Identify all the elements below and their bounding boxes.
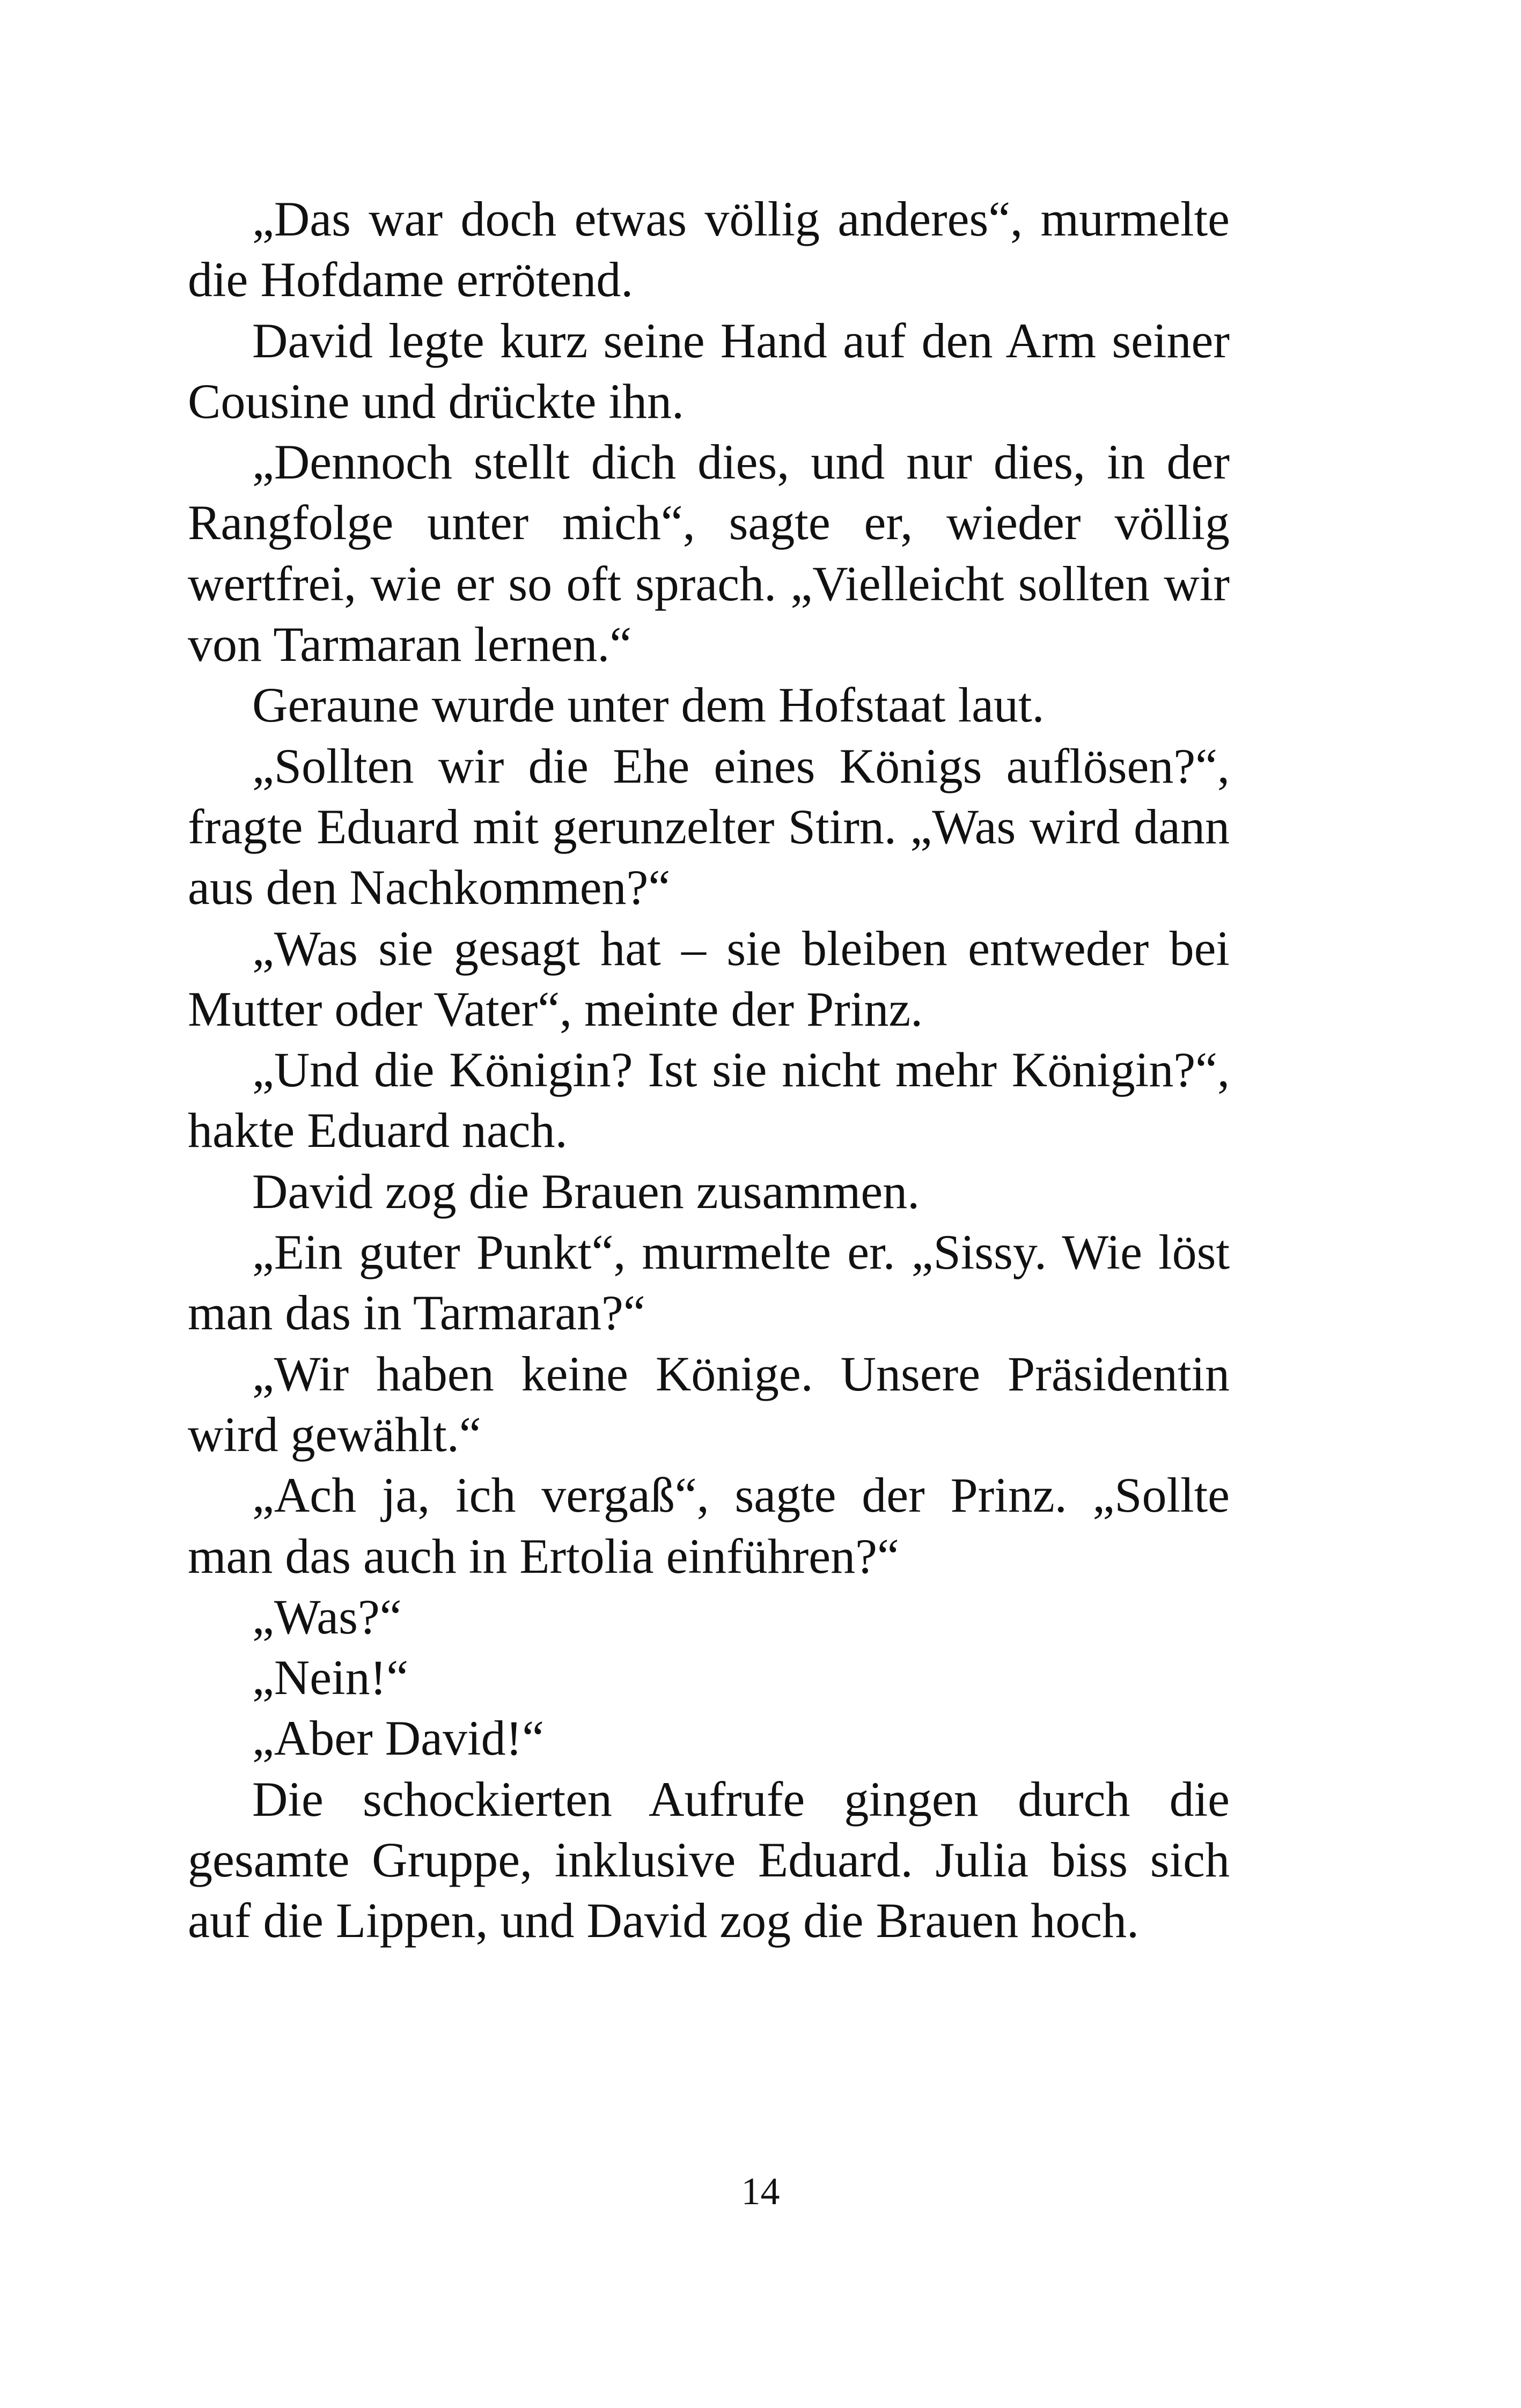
paragraph: David zog die Brauen zusammen.	[252, 1164, 920, 1219]
paragraph: „Was?“	[252, 1589, 402, 1644]
paragraph: Die schockierten Aufrufe gingen durch die gesamte Gruppe, inklusive Eduard. Julia biss sich auf die Lippen, und David zog die Brauen hoch.	[188, 1771, 1230, 1948]
paragraph: „Dennoch stellt dich dies, und nur dies, in der Rangfolge unter mich“, sagte er, wieder völlig wertfrei, wie er so oft sprach. „Vielleicht sollten wir von Tarmaran lernen.“	[188, 435, 1230, 672]
paragraph: „Nein!“	[252, 1650, 409, 1705]
paragraph: Geraune wurde unter dem Hofstaat laut.	[252, 678, 1045, 733]
paragraph: „Ach ja, ich vergaß“, sagte der Prinz. „Sollte man das auch in Ertolia einführen?“	[188, 1468, 1230, 1584]
body-text	[188, 189, 1230, 1952]
paragraph: „Aber David!“	[252, 1711, 545, 1766]
paragraph: „Wir haben keine Könige. Unsere Präsidentin wird gewählt.“	[188, 1346, 1230, 1462]
paragraph: „Was sie gesagt hat – sie bleiben entweder bei Mutter oder Vater“, meinte der Prinz.	[188, 921, 1230, 1036]
paragraph: „Sollten wir die Ehe eines Königs auflösen?“, fragte Eduard mit gerunzelter Stirn. „Was wird dann aus den Nachkommen?“	[188, 738, 1230, 915]
paragraph: „Ein guter Punkt“, murmelte er. „Sissy. Wie löst man das in Tarmaran?“	[188, 1225, 1230, 1341]
paragraph: „Das war doch etwas völlig anderes“, murmelte die Hofdame errötend.	[188, 192, 1230, 307]
paragraph: „Und die Königin? Ist sie nicht mehr Königin?“, hakte Eduard nach.	[188, 1042, 1230, 1158]
page-number: 14	[741, 2170, 780, 2213]
paragraph: David legte kurz seine Hand auf den Arm seiner Cousine und drückte ihn.	[188, 313, 1230, 429]
